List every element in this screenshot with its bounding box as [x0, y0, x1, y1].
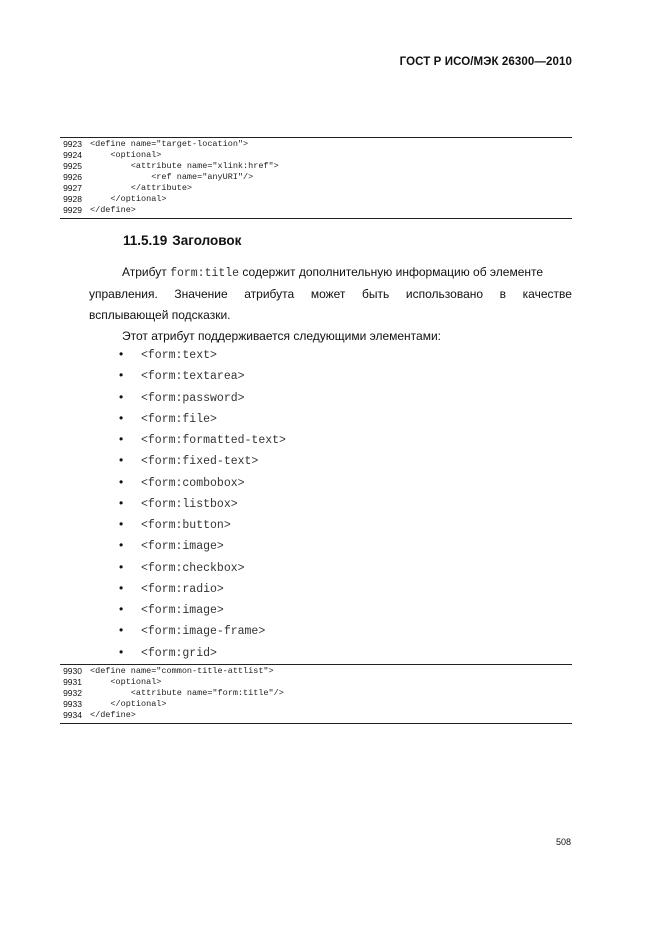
element-name: <form:radio> — [141, 582, 224, 596]
list-item — [119, 641, 286, 662]
attribute-name: form:title — [170, 267, 240, 280]
code-line — [60, 194, 572, 205]
code-block-target-location — [60, 137, 572, 219]
line-number: 9925 — [63, 161, 82, 171]
list-item — [119, 598, 286, 619]
bullet: • — [119, 495, 124, 510]
line-number: 9924 — [63, 150, 82, 160]
paragraph-text: Атрибут — [122, 265, 167, 279]
list-item — [119, 343, 286, 364]
list-item — [119, 407, 286, 428]
bullet: • — [119, 453, 124, 468]
page-header: ГОСТ Р ИСО/МЭК 26300—2010 — [399, 56, 572, 68]
list-item — [119, 492, 286, 513]
line-number: 9933 — [63, 699, 82, 709]
list-item — [119, 556, 286, 577]
element-name: <form:image> — [141, 604, 224, 617]
code-line — [60, 183, 572, 194]
bullet: • — [119, 389, 124, 404]
bullet: • — [119, 559, 124, 574]
list-item — [119, 577, 286, 598]
code-block-common-title-attlist — [60, 664, 572, 724]
line-number: 9929 — [63, 205, 82, 215]
bullet: • — [119, 602, 124, 616]
word: качестве — [522, 287, 572, 301]
section-heading — [123, 233, 241, 248]
code-text: </define> — [90, 205, 136, 215]
bullet: • — [119, 580, 124, 595]
code-text: <attribute name="form:title"/> — [90, 688, 284, 698]
code-line — [60, 205, 572, 216]
code-text: <ref name="anyURI"/> — [90, 172, 254, 182]
paragraph-line — [122, 262, 572, 284]
element-name: <form:image-frame> — [141, 625, 266, 639]
element-name: <form:checkbox> — [141, 561, 245, 575]
bullet: • — [119, 538, 124, 553]
element-name: <form:grid> — [141, 646, 217, 660]
bullet: • — [119, 474, 124, 489]
code-text: <define name="target-location"> — [90, 139, 249, 149]
list-item — [119, 364, 286, 385]
element-name: <form:listbox> — [141, 497, 238, 511]
element-name: <form:formatted-text> — [141, 434, 286, 447]
line-number: 9931 — [63, 677, 82, 687]
list-item — [119, 428, 286, 449]
word: Значение — [174, 287, 228, 301]
bullet: • — [119, 410, 124, 425]
element-name: <form:image> — [141, 540, 224, 554]
list-item — [119, 449, 286, 470]
line-number: 9930 — [63, 666, 82, 676]
bullet: • — [119, 347, 124, 361]
code-text: </optional> — [90, 699, 167, 709]
section-title: Заголовок — [172, 233, 242, 248]
element-name: <form:text> — [141, 349, 217, 362]
code-text: </define> — [90, 710, 136, 720]
code-line — [60, 688, 572, 699]
list-item — [119, 471, 286, 492]
word: в — [499, 287, 507, 301]
code-text: <optional> — [90, 677, 162, 687]
code-line — [60, 710, 572, 721]
element-name: <form:combobox> — [141, 476, 245, 490]
paragraph-elements-intro: Этот атрибут поддерживается следующими элементами: — [122, 329, 442, 343]
element-name: <form:button> — [141, 519, 231, 532]
word: может — [310, 287, 346, 301]
paragraph-line — [89, 284, 572, 305]
line-number: 9927 — [63, 183, 82, 193]
list-item — [119, 534, 286, 555]
word: использовано — [405, 287, 484, 301]
bullet: • — [119, 517, 124, 531]
line-number: 9926 — [63, 172, 82, 182]
code-text: </attribute> — [90, 183, 193, 193]
paragraph-text: содержит дополнительную информацию об элементе — [242, 265, 544, 279]
line-number: 9934 — [63, 710, 82, 720]
line-number: 9923 — [63, 139, 82, 149]
element-name: <form:file> — [141, 412, 217, 426]
element-name: <form:password> — [141, 391, 245, 405]
line-number: 9932 — [63, 688, 82, 698]
code-line — [60, 699, 572, 710]
code-line — [60, 677, 572, 688]
page-number: 508 — [556, 837, 572, 847]
word: быть — [362, 287, 390, 301]
code-text: </optional> — [90, 194, 167, 204]
bullet: • — [119, 644, 124, 659]
element-name: <form:textarea> — [141, 370, 245, 384]
list-item — [119, 513, 286, 534]
paragraph-line: всплывающей подсказки. — [89, 308, 231, 322]
element-list — [119, 343, 286, 662]
bullet: • — [119, 623, 124, 638]
code-line — [60, 139, 572, 150]
list-item — [119, 619, 286, 640]
code-text: <optional> — [90, 150, 162, 160]
code-line — [60, 172, 572, 183]
word: управления. — [89, 287, 158, 301]
element-name: <form:fixed-text> — [141, 455, 259, 469]
word: атрибута — [244, 287, 295, 301]
code-line — [60, 666, 572, 677]
list-item — [119, 386, 286, 407]
section-number: 11.5.19 — [123, 233, 168, 248]
code-text: <define name="common-title-attlist"> — [90, 666, 274, 676]
code-line — [60, 161, 572, 172]
code-text: <attribute name="xlink:href"> — [90, 161, 279, 171]
code-line — [60, 150, 572, 161]
line-number: 9928 — [63, 194, 82, 204]
bullet: • — [119, 368, 124, 383]
bullet: • — [119, 432, 124, 446]
